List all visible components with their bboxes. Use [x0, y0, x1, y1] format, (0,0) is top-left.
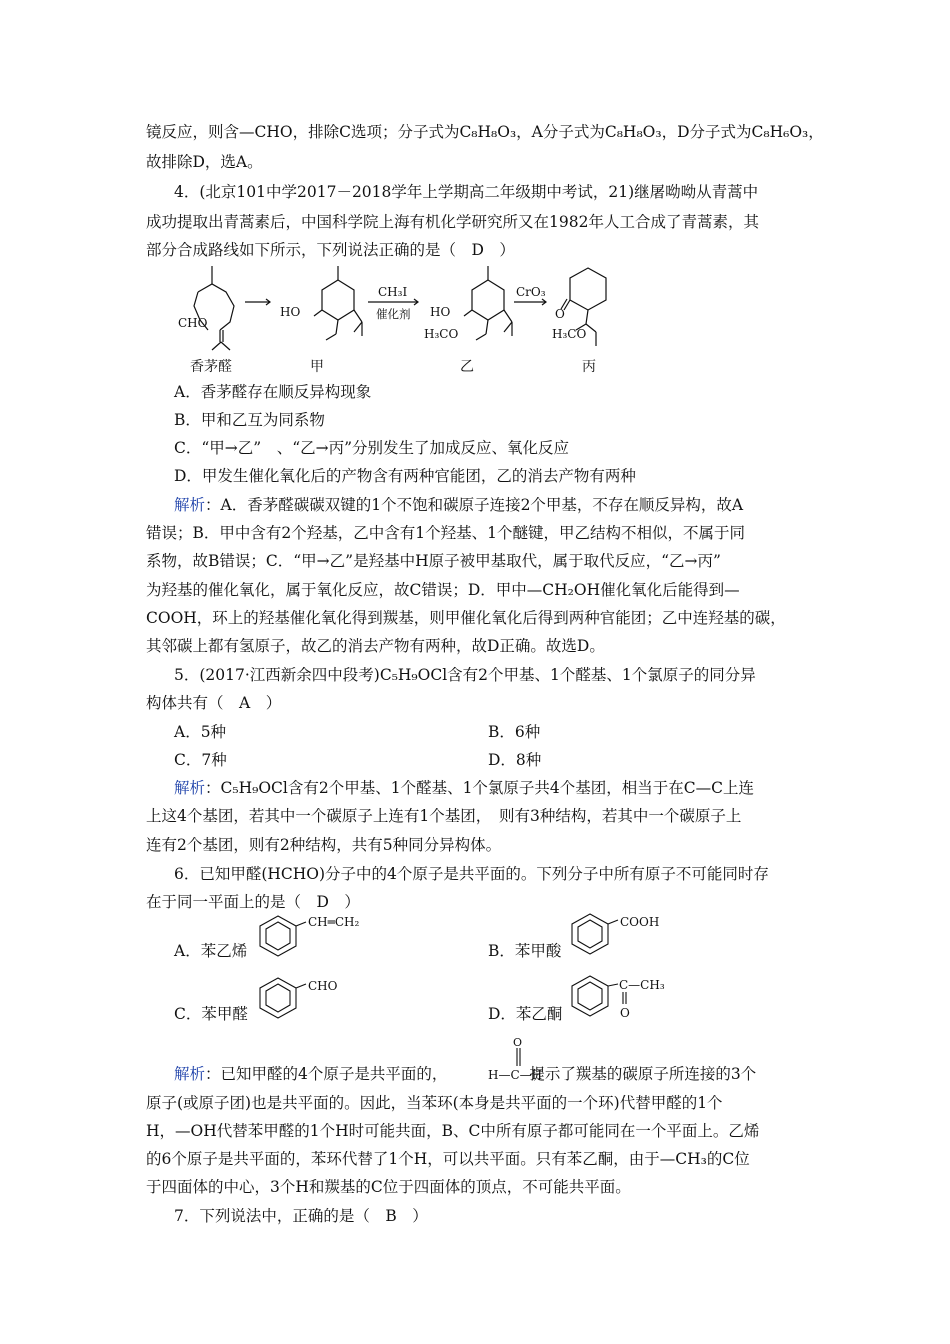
oxygen-label: O: [513, 1036, 523, 1049]
compound-name: 香茅醛: [190, 359, 232, 375]
option-d: D．苯乙酮: [488, 1005, 563, 1023]
option-a: A．苯乙烯: [174, 942, 248, 960]
catalyst-label: 催化剂: [376, 307, 411, 321]
question-7-stem: 7．下列说法中，正确的是（ B ）: [174, 1207, 428, 1225]
text-line: 成功提取出青蒿素后，中国科学院上海有机化学研究所又在1982年人工合成了青蒿素，其: [146, 213, 759, 231]
acetophenone-structure: [568, 970, 698, 1026]
cho-label: CHO: [178, 316, 208, 330]
oxygen-label: O: [555, 307, 565, 321]
synthesis-scheme: [150, 258, 650, 378]
reagent-label: CrO₃: [516, 285, 546, 299]
analysis-label: 解析: [174, 1065, 206, 1083]
text-line: 错误；B．甲中含有2个羟基，乙中含有1个羟基、1个醚键，甲乙结构不相似，不属于同: [146, 524, 745, 542]
reagent-label: CH₃I: [378, 285, 408, 299]
benzaldehyde-structure: [256, 974, 376, 1024]
analysis-line: 解析：A．香茅醛碳碳双键的1个不饱和碳原子连接2个甲基，不存在顺反异构，故A: [174, 496, 744, 514]
substituent-label: COOH: [620, 915, 660, 929]
compound-name: 乙: [460, 359, 474, 375]
question-4-stem: 4．(北京101中学2017－2018学年上学期高二年级期中考试，21)继屠呦呦从青蒿中: [174, 183, 759, 201]
text-line: 其邻碳上都有氢原子，故乙的消去产物有两种，故D正确。故选D。: [146, 637, 605, 655]
option-a: A．香茅醛存在顺反异构现象: [174, 383, 372, 401]
option-c: C．苯甲醛: [174, 1005, 248, 1023]
substituent-label: CH═CH₂: [308, 915, 360, 929]
methoxy-label: H₃CO: [424, 327, 459, 341]
compound-name: 丙: [582, 359, 596, 375]
text-line: 系物，故B错误；C．“甲→乙”是羟基中H原子被甲基取代，属于取代反应，“乙→丙”: [146, 552, 721, 570]
analysis-label: 解析: [174, 779, 206, 797]
text-line: 在于同一平面上的是（ D ）: [146, 893, 360, 911]
text-line: H，—OH代替苯甲醛的1个H时可能共面，B、C中所有原子都可能同在一个平面上。乙烯: [146, 1122, 760, 1140]
option-c: C．“甲→乙” 、“乙→丙”分别发生了加成反应、氧化反应: [174, 439, 570, 457]
option-c: C．7种: [174, 751, 227, 769]
text-line: 为羟基的催化氧化，属于氧化反应，故C错误；D．甲中—CH₂OH催化氧化后能得到—: [146, 581, 740, 599]
text-line: 原子(或原子团)也是共平面的。因此，当苯环(本身是共平面的一个环)代替甲醛的1个: [146, 1094, 723, 1112]
styrene-structure: [256, 912, 386, 962]
text-line: 故排除D，选A。: [146, 153, 263, 171]
text-line: 构体共有（ A ）: [146, 694, 282, 712]
question-5-stem: 5．(2017·江西新余四中段考)C₅H₉OCl含有2个甲基、1个醛基、1个氯原子的同分异: [174, 666, 756, 684]
ho-label: HO: [280, 305, 301, 319]
option-b: B．6种: [488, 723, 541, 741]
text-line: 连有2个基团，则有2种结构，共有5种同分异构体。: [146, 836, 502, 854]
oxygen-label: O: [620, 1006, 630, 1020]
formaldehyde-label: H—C—H: [488, 1068, 543, 1082]
text-line: 部分合成路线如下所示，下列说法正确的是（ D ）: [146, 241, 515, 259]
option-b: B．甲和乙互为同系物: [174, 411, 325, 429]
methoxy-label: H₃CO: [552, 327, 587, 341]
substituent-label: C—CH₃: [619, 978, 665, 992]
option-b: B．苯甲酸: [488, 942, 562, 960]
formaldehyde-structure: [484, 1034, 564, 1086]
substituent-label: CHO: [308, 979, 338, 993]
analysis-label: 解析: [174, 496, 206, 514]
text-line: 上这4个基团，若其中一个碳原子上连有1个基团， 则有3种结构，若其中一个碳原子上: [146, 807, 742, 825]
benzoic-acid-structure: [568, 910, 688, 960]
option-d: D．8种: [488, 751, 542, 769]
analysis-line: 解析：C₅H₉OCl含有2个甲基、1个醛基、1个氯原子共4个基团，相当于在C—C上连: [174, 779, 755, 797]
compound-name: 甲: [310, 359, 324, 375]
question-6-stem: 6．已知甲醛(HCHO)分子中的4个原子是共平面的。下列分子中所有原子不可能同时存: [174, 865, 769, 883]
text-line: COOH，环上的羟基催化氧化得到羰基，则甲催化氧化后得到两种官能团；乙中连羟基的碳，: [146, 609, 786, 627]
option-a: A．5种: [174, 723, 227, 741]
text-line: 的6个原子是共平面的，苯环代替了1个H，可以共平面。只有苯乙酮，由于—CH₃的C位: [146, 1150, 750, 1168]
option-d: D．甲发生催化氧化后的产物含有两种官能团，乙的消去产物有两种: [174, 467, 636, 485]
analysis-line: 解析：已知甲醛的4个原子是共平面的， 提示了羰基的碳原子所连接的3个: [174, 1065, 757, 1083]
ho-label: HO: [430, 305, 451, 319]
text-line: 镜反应，则含—CHO，排除C选项；分子式为C₈H₈O₃，A分子式为C₈H₈O₃，D分子式为C₈H₆O₃，: [146, 123, 824, 141]
text-line: 于四面体的中心，3个H和羰基的C位于四面体的顶点，不可能共平面。: [146, 1178, 631, 1196]
